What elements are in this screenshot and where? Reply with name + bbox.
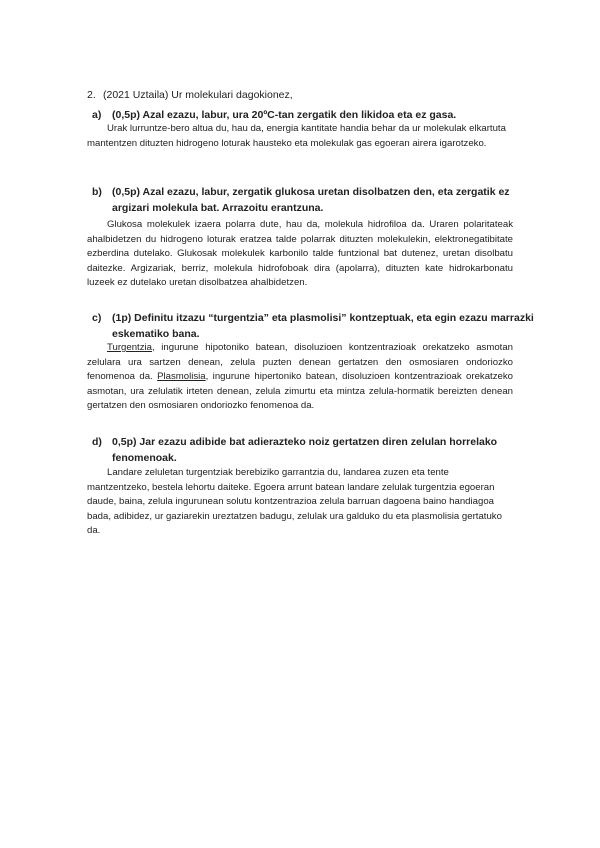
question-a-label: a) (92, 109, 102, 121)
question-b-label: b) (92, 186, 102, 198)
question-c-label: c) (92, 312, 102, 324)
term-turgentzia: Turgentzia (107, 342, 152, 353)
question-a (92, 107, 522, 123)
question-c (92, 310, 544, 342)
answer-a (87, 122, 513, 151)
question-number: 2. (87, 89, 96, 101)
answer-d-text: Landare zeluletan turgentziak berebiziko garrantzia du, landarea zuzen eta tente mantzentzeko, bestela lehortu daiteke. Egoera arrunt batean landare zelulak turgentzia egoeran daude, baina, zelula ingurunean solutu kontzentrazioa zelula barruan dagoena baino handiagoa bada, adibidez, ur gaziarekin ureztatzen badugu, zelulak ura galduko du eta plasmolisia gertatuko da. (87, 467, 502, 536)
term-plasmolisia: Plasmolisia (157, 371, 206, 382)
answer-c-part2: , ingurune hipertoniko batean, disoluzioen kontzentrazioak orekatzeko asmotan, ura zelulatik irteten denean, zelula zimurtu eta mintza zelula-hormatik bereizten denean gertatzen den osmosiaren ondoriozko fenomenoa da. (87, 371, 513, 411)
answer-a-text: Urak lurruntze-bero altua du, hau da, energia kantitate handia behar da ur molekulak elkartuta mantentzen dituzten hidrogeno loturak hausteko eta molekulak gas egoeran airera igarotzeko. (87, 123, 506, 149)
question-d-text: 0,5p) Jar ezazu adibide bat adierazteko noiz gertatzen diren zelulan horrelako fenomenoak. (112, 436, 498, 464)
question-b (92, 184, 544, 216)
question-b-text: (0,5p) Azal ezazu, labur, zergatik glukosa uretan disolbatzen den, eta zergatik ez argizari molekula bat. Arrazoitu erantzuna. (112, 186, 510, 214)
question-a-text: (0,5p) Azal ezazu, labur, ura 20ºC-tan zergatik den likidoa eta ez gasa. (112, 109, 457, 121)
question-c-text: (1p) Definitu itzazu “turgentzia” eta plasmolisi” kontzeptuak, eta egin ezazu marrazki eskematiko bana. (112, 312, 534, 340)
answer-d (87, 466, 513, 539)
question-d (92, 434, 544, 466)
question-heading-text: (2021 Uztaila) Ur molekulari dagokionez, (103, 89, 293, 101)
answer-b-text: Glukosa molekulek izaera polarra dute, hau da, molekula hidrofiloa da. Uraren polaritateak ahalbidetzen du hidrogeno loturak eratzea talde polarrak dituzten molekulekin, elektronegatibitate ezberdina dutelako. Glukosak molekulek karbonilo talde funtzional bat dutenez, uretan disolbatu daitezke. Argizariak, berriz, molekula hidrofoboak dira (apolarra), dituzten kate hidrokarbonatu luzeek ez dutelako uretan disolbatzea ahalbidetzen. (87, 219, 513, 288)
answer-c (87, 341, 513, 414)
answer-b (87, 218, 513, 291)
answer-c-part1: , ingurune hipotoniko batean, disoluzioen kontzentrazioak orekatzeko asmotan zelulara ura sartzen denean, zelula puzten denean gertatzen den osmosiaren ondoriozko fenomenoa da. (87, 342, 513, 382)
question-heading (87, 88, 293, 102)
question-d-label: d) (92, 436, 102, 448)
